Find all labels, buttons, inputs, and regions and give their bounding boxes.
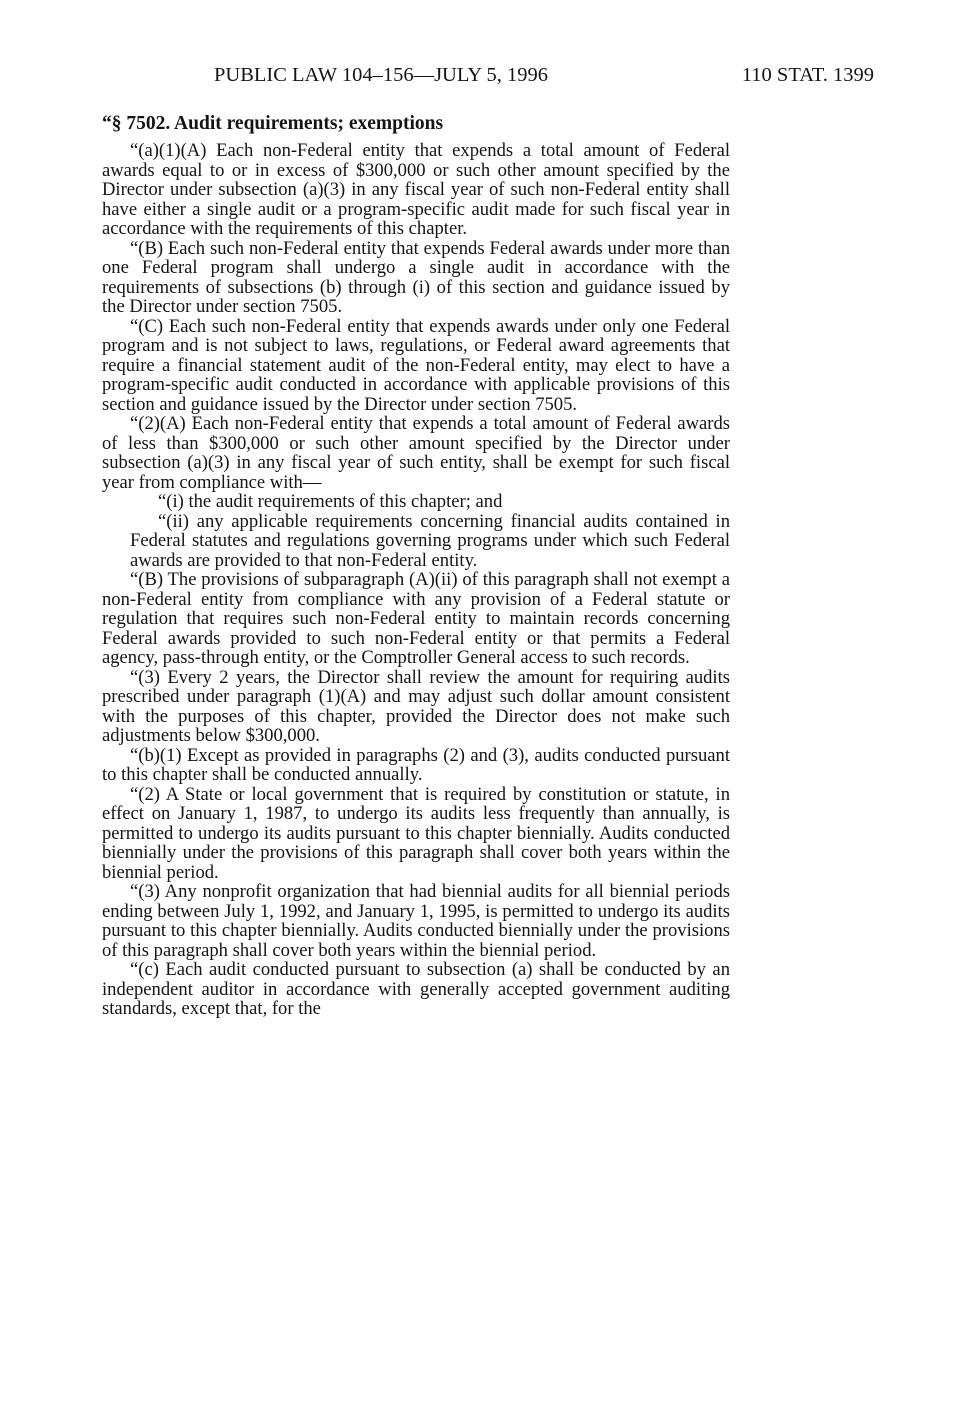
paragraph-b3: “(3) Any nonprofit organization that had biennial audits for all biennial periods ending between July 1, 1992, and January 1, 1995, is permitted to undergo its audits pursuant to this chapter biennially. Audits conducted biennially under the provisions of this paragraph shall cover both years within the biennial period. [102,881,730,961]
paragraph-b2: “(2) A State or local government that is required by constitution or statute, in effect on January 1, 1987, to undergo its audits less frequently than annually, is permitted to undergo its audits pursuant to this chapter biennially. Audits conducted biennially under the provisions of this paragraph shall cover both years within the biennial period. [102,783,730,883]
paragraph-b1: “(b)(1) Except as provided in paragraphs (2) and (3), audits conducted pursuant to this chapter shall be conducted annually. [102,744,730,785]
running-header [214,62,874,88]
paragraph-c: “(c) Each audit conducted pursuant to subsection (a) shall be conducted by an independent auditor in accordance with generally accepted government auditing standards, except that, for the [102,959,730,1019]
paragraph-a2A: “(2)(A) Each non-Federal entity that expends a total amount of Federal awards of less than $300,000 or such other amount specified by the Director under subsection (a)(3) in any fiscal year of such entity, shall be exempt for such fiscal year from compliance with— [102,413,730,493]
paragraph-a3: “(3) Every 2 years, the Director shall review the amount for requiring audits prescribed under paragraph (1)(A) and may adjust such dollar amount consistent with the purposes of this chapter, provided the Director does not make such adjustments below $300,000. [102,666,730,746]
paragraph-a1C: “(C) Each such non-Federal entity that expends awards under only one Federal program and is not subject to laws, regulations, or Federal award agreements that require a financial statement audit of the non-Federal entity, may elect to have a program-specific audit conducted in accordance with applicable provisions of this section and guidance issued by the Director under section 7505. [102,315,730,415]
paragraph-a1A: “(a)(1)(A) Each non-Federal entity that expends a total amount of Federal awards equal to or in excess of $300,000 or such other amount specified by the Director under subsection (a)(3) in any fiscal year of such non-Federal entity shall have either a single audit or a program-specific audit made for such fiscal year in accordance with the requirements of this chapter. [102,140,730,239]
paragraph-a1B: “(B) Each such non-Federal entity that expends Federal awards under more than one Federal program shall undergo a single audit in accordance with the requirements of subsections (b) through (i) of this section and guidance issued by the Director under section 7505. [102,237,730,317]
statute-text [102,141,730,1019]
clause-ii: “(ii) any applicable requirements concerning financial audits contained in Federal statutes and regulations governing programs under which such Federal awards are provided to that non-Federal entity. [130,510,730,571]
statute-page-number: 110 STAT. 1399 [741,64,874,86]
clause-i: “(i) the audit requirements of this chapter; and [158,491,503,512]
paragraph-a2B: “(B) The provisions of subparagraph (A)(ii) of this paragraph shall not exempt a non-Federal entity from compliance with any provision of a Federal statute or regulation that requires such non-Federal entity to maintain records concerning Federal awards provided to such non-Federal entity or that permits a Federal agency, pass-through entity, or the Comptroller General access to such records. [102,569,730,668]
section-heading: “§ 7502. Audit requirements; exemptions [102,113,444,134]
public-law-citation: PUBLIC LAW 104–156—JULY 5, 1996 [214,64,548,86]
